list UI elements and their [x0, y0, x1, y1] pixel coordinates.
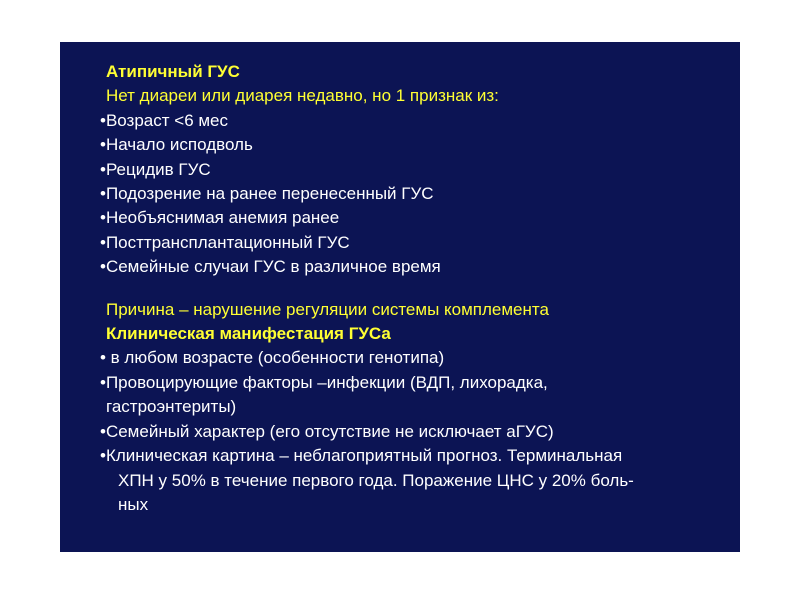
slide [60, 42, 740, 552]
list-item: •Клиническая картина – неблагоприятный прогноз. Терминальная [100, 446, 623, 466]
section1-subtitle: Нет диареи или диарея недавно, но 1 признак из: [106, 86, 499, 106]
slide-text [100, 60, 730, 517]
list-item: •Семейный характер (его отсутствие не исключает аГУС) [100, 421, 554, 441]
list-item: •Начало исподволь [100, 135, 253, 155]
section2-cause: Причина – нарушение регуляции системы комплемента [106, 299, 549, 319]
list-item: •Посттрансплантационный ГУС [100, 232, 350, 252]
list-item: •Рецидив ГУС [100, 159, 211, 179]
list-item: •Подозрение на ранее перенесенный ГУС [100, 184, 434, 204]
list-item: •Семейные случаи ГУС в различное время [100, 257, 441, 277]
list-item-continuation: гастроэнтериты) [106, 397, 237, 417]
list-item-continuation: ных [118, 494, 149, 514]
list-item: • в любом возрасте (особенности генотипа) [100, 348, 445, 368]
list-item: •Возраст <6 мес [100, 110, 229, 130]
section2-title: Клиническая манифестация ГУСа [106, 324, 391, 344]
spacer [100, 280, 730, 298]
list-item: •Провоцирующие факторы –инфекции (ВДП, лихорадка, [100, 372, 548, 392]
section1-title: Атипичный ГУС [106, 62, 240, 81]
list-item: •Необъяснимая анемия ранее [100, 208, 340, 228]
list-item-continuation: ХПН у 50% в течение первого года. Поражение ЦНС у 20% боль- [118, 470, 634, 490]
